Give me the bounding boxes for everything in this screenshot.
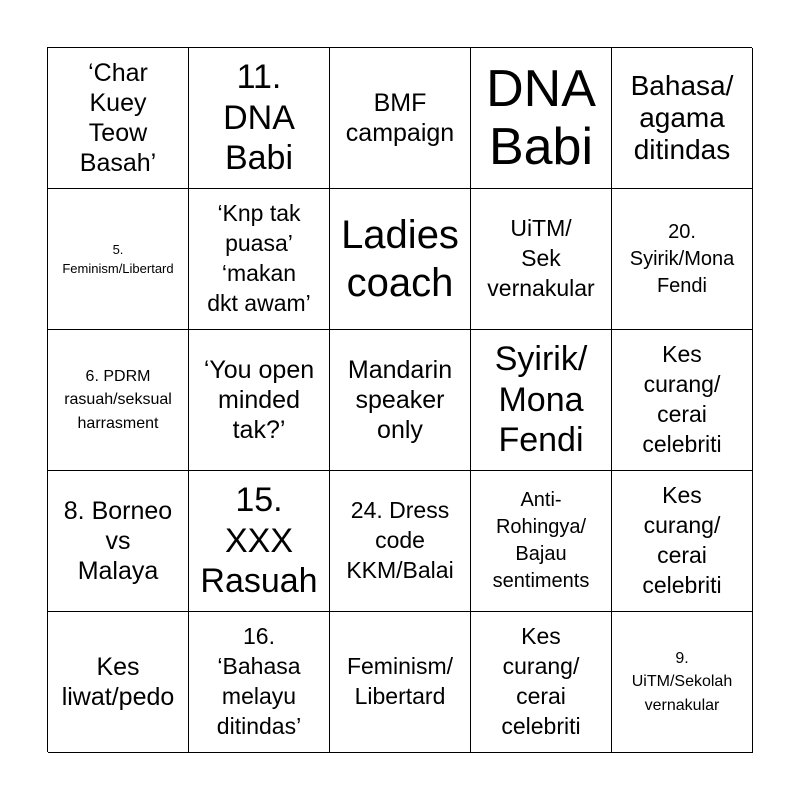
cell-text: Kes curang/ cerai celebriti	[642, 482, 722, 598]
cell-text: 16. ‘Bahasa melayu ditindas’	[216, 623, 302, 739]
cell-text: DNA Babi	[486, 59, 596, 176]
cell-text: 24. Dress code KKM/Balai	[346, 497, 454, 583]
bingo-cell-r4c4[interactable]	[471, 471, 612, 612]
cell-text: 9. UiTM/Sekolah vernakular	[631, 650, 733, 714]
cell-text: Kes curang/ cerai celebriti	[501, 623, 581, 739]
bingo-cell-r4c2[interactable]	[189, 471, 330, 612]
bingo-cell-r3c1[interactable]	[48, 330, 189, 471]
cell-text: Anti- Rohingya/ Bajau sentiments	[492, 489, 590, 592]
cell-text: 6. PDRM rasuah/seksual harrasment	[64, 368, 172, 432]
bingo-cell-r2c1[interactable]	[48, 189, 189, 330]
bingo-cell-r2c4[interactable]	[471, 189, 612, 330]
cell-text: ‘Char Kuey Teow Basah’	[79, 59, 157, 177]
bingo-cell-r5c4[interactable]	[471, 612, 612, 753]
bingo-cell-r1c2[interactable]	[189, 48, 330, 189]
bingo-cell-r1c5[interactable]	[612, 48, 753, 189]
cell-text: ‘Knp tak puasa’ ‘makan dkt awam’	[207, 200, 311, 316]
bingo-cell-r4c3[interactable]	[330, 471, 471, 612]
bingo-cell-r1c4[interactable]	[471, 48, 612, 189]
bingo-cell-r5c3[interactable]	[330, 612, 471, 753]
cell-text: 15. XXX Rasuah	[200, 480, 318, 601]
bingo-cell-r2c3[interactable]	[330, 189, 471, 330]
bingo-cell-r1c1[interactable]	[48, 48, 189, 189]
bingo-cell-r3c5[interactable]	[612, 330, 753, 471]
bingo-cell-r3c4[interactable]	[471, 330, 612, 471]
cell-text: Ladies coach	[341, 213, 459, 305]
cell-text: Bahasa/ agama ditindas	[630, 69, 734, 166]
bingo-cell-r2c5[interactable]	[612, 189, 753, 330]
bingo-cell-r5c2[interactable]	[189, 612, 330, 753]
cell-text: Mandarin speaker only	[347, 356, 453, 444]
cell-text: ‘You open minded tak?’	[203, 356, 315, 444]
bingo-card	[47, 47, 752, 752]
cell-text: Syirik/ Mona Fendi	[494, 339, 588, 460]
cell-text: UiTM/ Sek vernakular	[487, 215, 595, 301]
bingo-cell-r2c2[interactable]	[189, 189, 330, 330]
cell-text: 20. Syirik/Mona Fendi	[629, 220, 735, 297]
cell-text: Kes liwat/pedo	[61, 653, 175, 711]
bingo-cell-r5c5[interactable]	[612, 612, 753, 753]
cell-text: Feminism/ Libertard	[346, 653, 454, 709]
bingo-cell-r4c1[interactable]	[48, 471, 189, 612]
bingo-cell-r1c3[interactable]	[330, 48, 471, 189]
cell-text: 11. DNA Babi	[223, 57, 295, 178]
bingo-cell-r3c3[interactable]	[330, 330, 471, 471]
cell-text: Kes curang/ cerai celebriti	[642, 341, 722, 457]
cell-text: 8. Borneo vs Malaya	[63, 497, 173, 585]
bingo-cell-r5c1[interactable]	[48, 612, 189, 753]
cell-text: BMF campaign	[345, 89, 455, 147]
bingo-cell-r4c5[interactable]	[612, 471, 753, 612]
bingo-cell-r3c2[interactable]	[189, 330, 330, 471]
cell-text: 5. Feminism/Libertard	[62, 241, 174, 276]
